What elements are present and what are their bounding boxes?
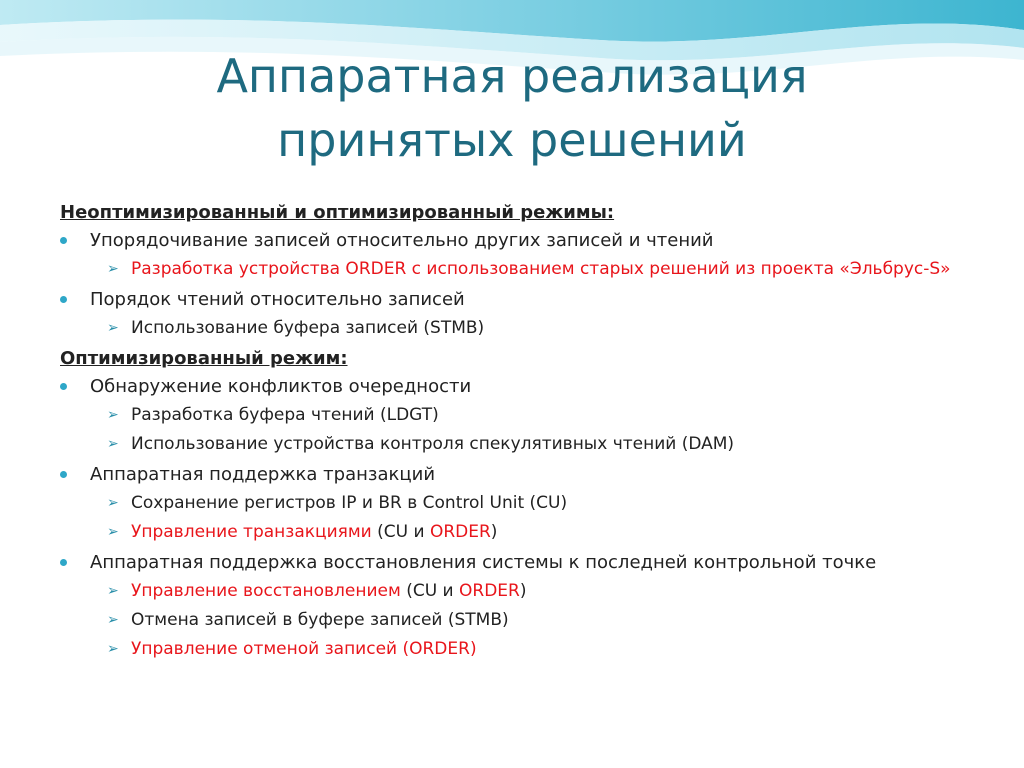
sub-bullet-text: Сохранение регистров IP и BR в Control Unit (CU) (131, 493, 568, 513)
sub-bullet-text: ORDER (429, 522, 491, 542)
round-bullet-icon (60, 296, 67, 303)
arrow-bullet-icon: ➢ (107, 524, 119, 540)
round-bullet-icon (60, 237, 67, 244)
sub-bullet-text: Разработка устройства ORDER с использованием старых решений из проекта «Эльбрус-S» (131, 259, 951, 279)
bullet-item (60, 374, 960, 399)
bullet-text: Аппаратная поддержка транзакций (90, 464, 436, 485)
arrow-bullet-icon: ➢ (107, 612, 119, 628)
bullet-item (60, 287, 960, 312)
sub-bullet-text: ) (490, 522, 498, 542)
round-bullet-icon (60, 383, 67, 390)
bullet-item (60, 228, 960, 253)
arrow-bullet-icon: ➢ (107, 320, 119, 336)
arrow-bullet-icon: ➢ (107, 436, 119, 452)
bullet-text: Порядок чтений относительно записей (90, 289, 465, 310)
sub-bullet-text: Управление восстановлением (131, 581, 401, 601)
round-bullet-icon (60, 471, 67, 478)
arrow-bullet-icon: ➢ (107, 407, 119, 423)
sub-bullet-text: ) (519, 581, 527, 601)
slide-title (0, 44, 1024, 172)
sub-bullet-text: (CU и (400, 581, 460, 601)
sub-bullet-item (60, 638, 960, 661)
sub-bullet-text: Разработка буфера чтений (LDGT) (131, 405, 439, 425)
sub-bullet-item (60, 609, 960, 632)
slide-title-line1: Аппаратная реализация (216, 49, 808, 103)
sub-bullet-text: Управление транзакциями (131, 522, 372, 542)
sub-bullet-item (60, 580, 960, 603)
sub-bullet-text: Использование устройства контроля спекулятивных чтений (DAM) (131, 434, 735, 454)
arrow-bullet-icon: ➢ (107, 495, 119, 511)
sub-bullet-item (60, 521, 960, 544)
sub-bullet-text: Отмена записей в буфере записей (STMB) (131, 610, 509, 630)
sub-bullet-item (60, 433, 960, 456)
sub-bullet-text: Управление отменой записей (ORDER) (131, 639, 477, 659)
section-heading: Неоптимизированный и оптимизированный режимы: (60, 202, 615, 223)
bullet-text: Обнаружение конфликтов очередности (90, 376, 472, 397)
slide-body (60, 198, 960, 667)
sub-bullet-item (60, 258, 960, 281)
bullet-text: Аппаратная поддержка восстановления системы к последней контрольной точке (90, 552, 877, 573)
arrow-bullet-icon: ➢ (107, 641, 119, 657)
slide-title-line2: принятых решений (277, 113, 747, 167)
bullet-text: Упорядочивание записей относительно других записей и чтений (90, 230, 714, 251)
sub-bullet-text: Использование буфера записей (STMB) (131, 318, 485, 338)
bullet-item (60, 462, 960, 487)
section-heading: Оптимизированный режим: (60, 348, 348, 369)
sub-bullet-item (60, 317, 960, 340)
bullet-item (60, 550, 960, 575)
sub-bullet-item (60, 404, 960, 427)
sub-bullet-text: ORDER (459, 581, 520, 601)
round-bullet-icon (60, 559, 67, 566)
sub-bullet-text: (CU и (371, 522, 430, 542)
sub-bullet-item (60, 492, 960, 515)
arrow-bullet-icon: ➢ (107, 261, 119, 277)
arrow-bullet-icon: ➢ (107, 583, 119, 599)
